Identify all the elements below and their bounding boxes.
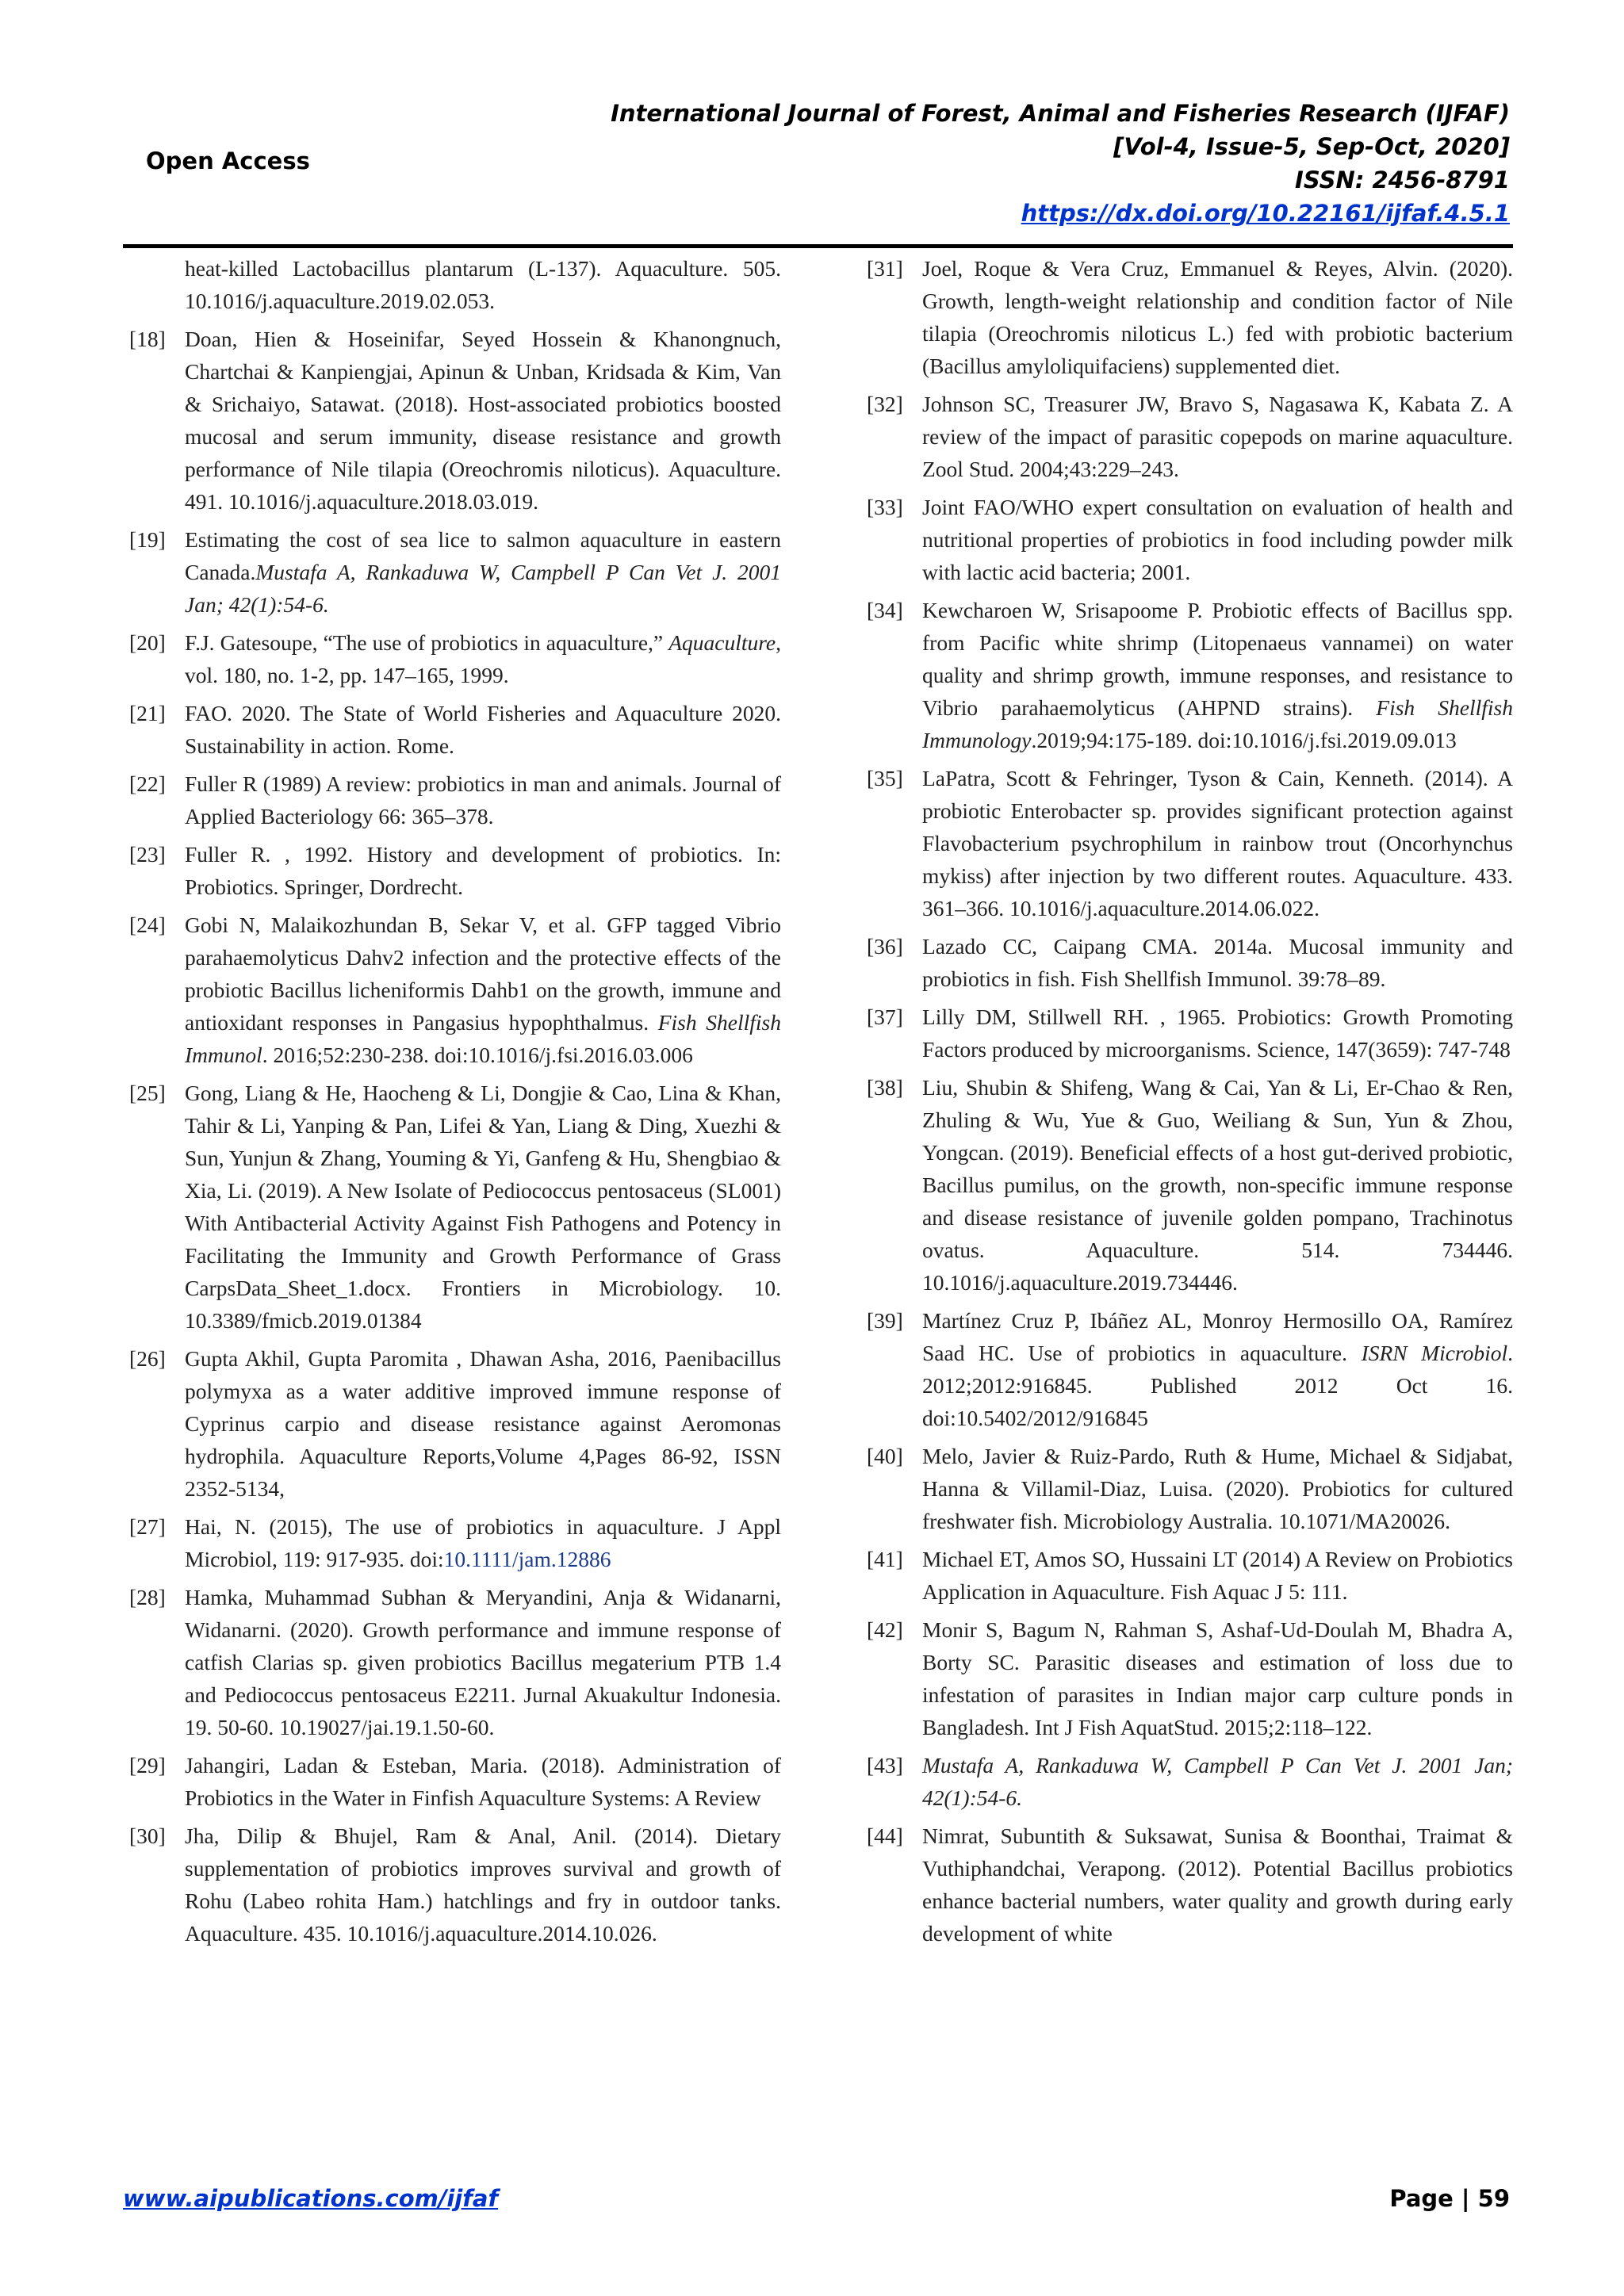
reference-23: [23] Fuller R. , 1992. History and development of probiotics. In: Probiotics. Springer, Dordrecht. — [129, 842, 781, 899]
reference-30: [30] Jha, Dilip & Bhujel, Ram & Anal, Anil. (2014). Dietary supplementation of probiotics improves survival and growth of Rohu (Labeo rohita Ham.) hatchlings and fry in outdoor tanks. Aquaculture. 435. 10.1016/j.aquaculture.2014.10.026. — [129, 1823, 781, 1946]
reference-28: [28] Hamka, Muhammad Subhan & Meryandini, Anja & Widanarni, Widanarni. (2020). Growth performance and immune response of catfish Clarias sp. given probiotics Bacillus megaterium PTB 1.4 and Pediococcus pentosaceus E2211. Jurnal Akuakultur Indonesia. 19. 50-60. 10.19027/jai.19.1.50-60. — [129, 1585, 781, 1739]
reference-31: [31] Joel, Roque & Vera Cruz, Emmanuel & Reyes, Alvin. (2020). Growth, length-weight relationship and condition factor of Nile tilapia (Oreochromis niloticus L.) fed with probiotic bacterium (Bacillus amyloliquifaciens) supplemented diet. — [867, 256, 1513, 378]
journal-header — [611, 97, 1510, 230]
journal-volume: [Vol-4, Issue-5, Sep-Oct, 2020] — [1113, 133, 1510, 160]
reference-41: [41] Michael ET, Amos SO, Hussaini LT (2014) A Review on Probiotics Application in Aquaculture. Fish Aquac J 5: 111. — [867, 1547, 1513, 1604]
reference-32: [32] Johnson SC, Treasurer JW, Bravo S, Nagasawa K, Kabata Z. A review of the impact of parasitic copepods on marine aquaculture. Zool Stud. 2004;43:229–243. — [867, 392, 1513, 481]
reference-18: [18] Doan, Hien & Hoseinifar, Seyed Hossein & Khanongnuch, Chartchai & Kanpiengjai, Apinun & Unban, Kridsada & Kim, Van & Srichaiyo, Satawat. (2018). Host-associated probiotics boosted mucosal and serum immunity, disease resistance and growth performance of Nile tilapia (Oreochromis niloticus). Aquaculture. 491. 10.1016/j.aquaculture.2018.03.019. — [129, 327, 781, 514]
reference-36: [36] Lazado CC, Caipang CMA. 2014a. Mucosal immunity and probiotics in fish. Fish Shellfish Immunol. 39:78–89. — [867, 934, 1513, 991]
journal-title: International Journal of Forest, Animal and Fisheries Research (IJFAF) — [611, 100, 1510, 127]
references-left-column — [129, 252, 781, 1955]
open-access-label: Open Access — [146, 147, 310, 174]
reference-20: [20] F.J. Gatesoupe, “The use of probiotics in aquaculture,” Aquaculture, vol. 180, no. 1-2, pp. 147–165, 1999. — [129, 630, 781, 687]
reference-40: [40] Melo, Javier & Ruiz-Pardo, Ruth & Hume, Michael & Sidjabat, Hanna & Villamil-Diaz, Luisa. (2020). Probiotics for cultured freshwater fish. Microbiology Australia. 10.1071/MA20026. — [867, 1444, 1513, 1533]
reference-21: [21] FAO. 2020. The State of World Fisheries and Aquaculture 2020. Sustainability in action. Rome. — [129, 701, 781, 758]
reference-44: [44] Nimrat, Subuntith & Suksawat, Sunisa & Boonthai, Traimat & Vuthiphandchai, Verapong. (2012). Potential Bacillus probiotics enhance bacterial numbers, water quality and growth during early development of white — [867, 1823, 1513, 1946]
references-right-column — [867, 252, 1513, 1955]
reference-17-continued: heat-killed Lactobacillus plantarum (L-137). Aquaculture. 505. 10.1016/j.aquaculture.2019.02.053. — [185, 256, 781, 313]
header-rule — [123, 244, 1513, 248]
reference-38: [38] Liu, Shubin & Shifeng, Wang & Cai, Yan & Li, Er-Chao & Ren, Zhuling & Wu, Yue & Guo, Weiliang & Sun, Yun & Zhou, Yongcan. (2019). Beneficial effects of a host gut-derived probiotic, Bacillus pumilus, on the growth, non-specific immune response and disease resistance of juvenile golden pompano, Trachinotus ovatus. Aquaculture. 514. 734446. 10.1016/j.aquaculture.2019.734446. — [867, 1075, 1513, 1295]
reference-39: [39] Martínez Cruz P, Ibáñez AL, Monroy Hermosillo OA, Ramírez Saad HC. Use of probiotics in aquaculture. ISRN Microbiol. 2012;2012:916845. Published 2012 Oct 16. doi:10.5402/2012/916845 — [867, 1308, 1513, 1430]
reference-27-doi-link[interactable]: 10.1111/jam.12886 — [443, 1547, 611, 1571]
reference-26: [26] Gupta Akhil, Gupta Paromita , Dhawan Asha, 2016, Paenibacillus polymyxa as a water additive improved immune response of Cyprinus carpio and disease resistance against Aeromonas hydrophila. Aquaculture Reports,Volume 4,Pages 86-92, ISSN 2352-5134, — [129, 1346, 781, 1501]
reference-37: [37] Lilly DM, Stillwell RH. , 1965. Probiotics: Growth Promoting Factors produced by microorganisms. Science, 147(3659): 747-748 — [867, 1004, 1513, 1062]
page-number: Page | 59 — [1389, 2185, 1510, 2212]
reference-22: [22] Fuller R (1989) A review: probiotics in man and animals. Journal of Applied Bacteriology 66: 365–378. — [129, 771, 781, 828]
doi-link[interactable]: https://dx.doi.org/10.22161/ijfaf.4.5.1 — [1021, 200, 1510, 227]
reference-42: [42] Monir S, Bagum N, Rahman S, Ashaf-Ud-Doulah M, Bhadra A, Borty SC. Parasitic diseases and estimation of loss due to infestation of parasites in Indian major carp culture ponds in Bangladesh. Int J Fish AquatStud. 2015;2:118–122. — [867, 1617, 1513, 1739]
reference-19: [19] Estimating the cost of sea lice to salmon aquaculture in eastern Canada.Mustafa A, Rankaduwa W, Campbell P Can Vet J. 2001 Jan; 42(1):54-6. — [129, 527, 781, 617]
reference-27: [27] Hai, N. (2015), The use of probiotics in aquaculture. J Appl Microbiol, 119: 917-935. doi:10.1111/jam.12886 — [129, 1514, 781, 1571]
reference-34: [34] Kewcharoen W, Srisapoome P. Probiotic effects of Bacillus spp. from Pacific white shrimp (Litopenaeus vannamei) on water quality and shrimp growth, immune responses, and resistance to Vibrio parahaemolyticus (AHPND strains). Fish Shellfish Immunology.2019;94:175-189. doi:10.1016/j.fsi.2019.09.013 — [867, 598, 1513, 752]
reference-25: [25] Gong, Liang & He, Haocheng & Li, Dongjie & Cao, Lina & Khan, Tahir & Li, Yanping & Pan, Lifei & Yan, Liang & Ding, Xuezhi & Sun, Yunjun & Zhang, Youming & Yi, Ganfeng & Hu, Shengbiao & Xia, Li. (2019). A New Isolate of Pediococcus pentosaceus (SL001) With Antibacterial Activity Against Fish Pathogens and Potency in Facilitating the Immunity and Growth Performance of Grass CarpsData_Sheet_1.docx. Frontiers in Microbiology. 10. 10.3389/fmicb.2019.01384 — [129, 1081, 781, 1333]
footer-site-link[interactable]: www.aipublications.com/ijfaf — [123, 2185, 499, 2212]
journal-issn: ISSN: 2456-8791 — [1295, 166, 1510, 193]
reference-24: [24] Gobi N, Malaikozhundan B, Sekar V, et al. GFP tagged Vibrio parahaemolyticus Dahv2 infection and the protective effects of the probiotic Bacillus licheniformis Dahb1 on the growth, immune and antioxidant responses in Pangasius hypophthalmus. Fish Shellfish Immunol. 2016;52:230-238. doi:10.1016/j.fsi.2016.03.006 — [129, 913, 781, 1067]
reference-43: [43] Mustafa A, Rankaduwa W, Campbell P Can Vet J. 2001 Jan; 42(1):54-6. — [867, 1753, 1513, 1810]
reference-29: [29] Jahangiri, Ladan & Esteban, Maria. (2018). Administration of Probiotics in the Water in Finfish Aquaculture Systems: A Review — [129, 1753, 781, 1810]
reference-33: [33] Joint FAO/WHO expert consultation on evaluation of health and nutritional properties of probiotics in food including powder milk with lactic acid bacteria; 2001. — [867, 495, 1513, 584]
reference-35: [35] LaPatra, Scott & Fehringer, Tyson & Cain, Kenneth. (2014). A probiotic Enterobacter sp. provides significant protection against Flavobacterium psychrophilum in rainbow trout (Oncorhynchus mykiss) after injection by two different routes. Aquaculture. 433. 361–366. 10.1016/j.aquaculture.2014.06.022. — [867, 766, 1513, 920]
